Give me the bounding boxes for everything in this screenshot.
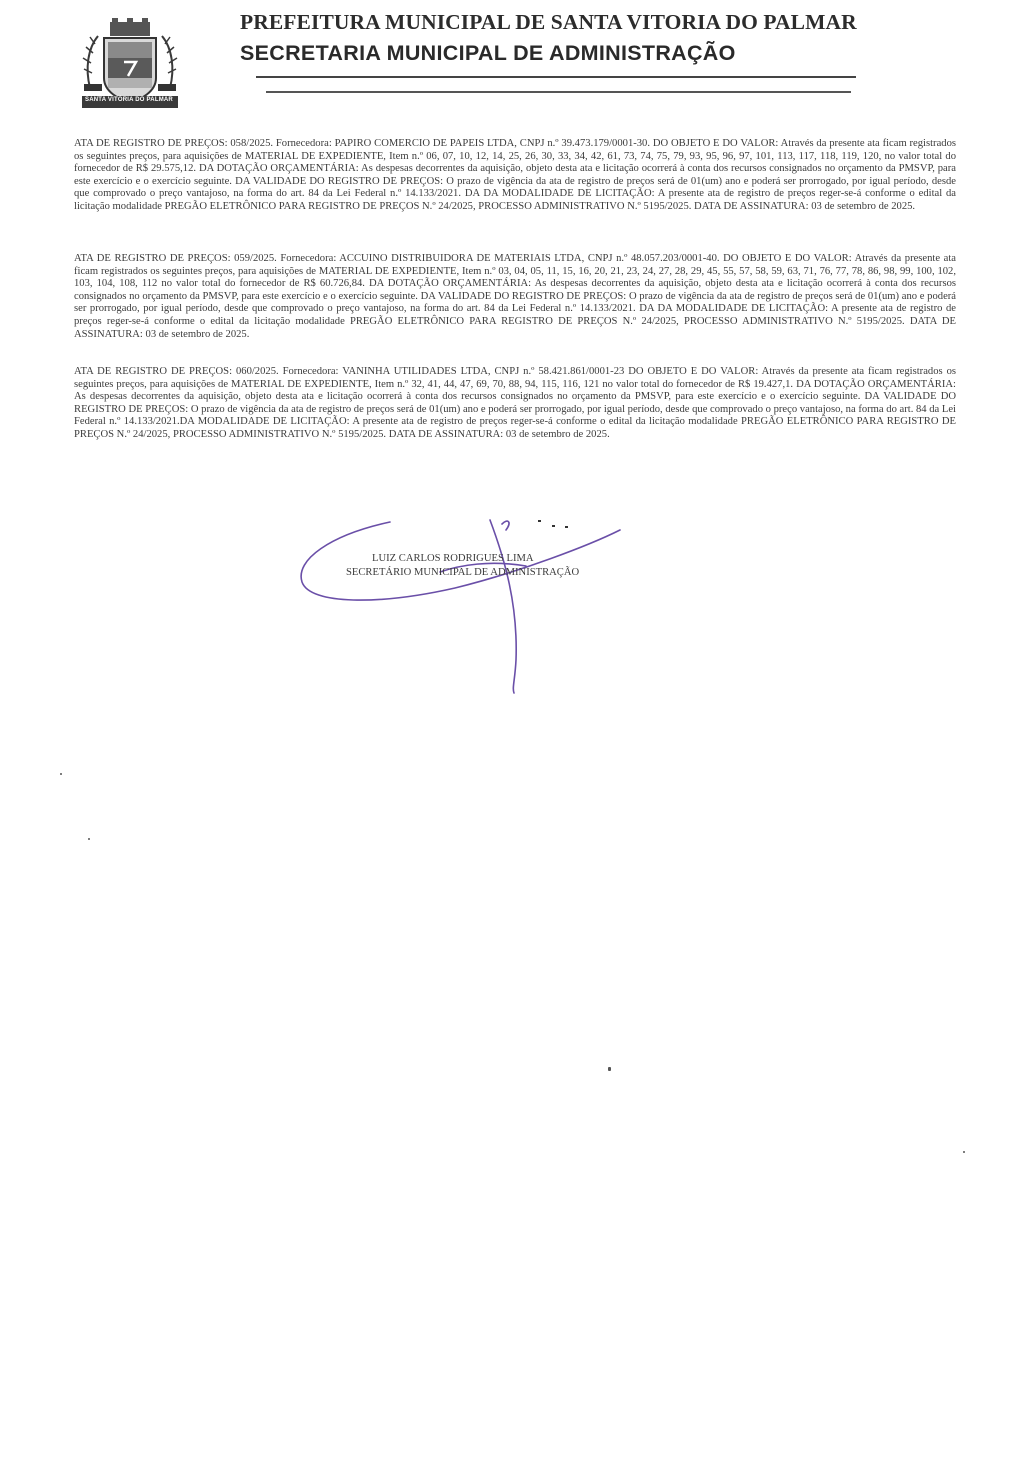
header-rule-top <box>256 76 856 78</box>
ata-059-paragraph: ATA DE REGISTRO DE PREÇOS: 059/2025. Fornecedora: ACCUINO DISTRIBUIDORA DE MATERIAIS LTDA, CNPJ n.º 48.057.203/0001-40. DO OBJETO E DO VALOR: Através da presente ata ficam registrados os seguintes preços, para aquisições de MATERIAL DE EXPEDIENTE, Item n.º 03, 04, 05, 11, 15, 16, 20, 21, 23, 24, 27, 28, 29, 45, 55, 57, 58, 59, 63, 71, 76, 77, 78, 86, 98, 99, 100, 102, 103, 104, 108, 112 no valor total do fornecedor de R$ 60.726,84. DA DOTAÇÃO ORÇAMENTÁRIA: As despesas decorrentes da aquisição, objeto desta ata e licitação ocorrerá à conta dos recursos consignados no orçamento da PMSVP, para este exercício e o exercício seguinte. DA VALIDADE DO REGISTRO DE PREÇOS: O prazo de vigência da ata de registro de preços será de 01(um) ano e poderá ser prorrogado, por igual período, desde que comprovado o preço vantajoso, na forma do art. 84 da Lei Federal n.º 14.133/2021. DA DA MODALIDADE DE LICITAÇÃO: A presente ata de registro de preços reger-se-á conforme o edital da licitação modalidade PREGÃO ELETRÔNICO PARA REGISTRO DE PREÇOS N.º 24/2025, PROCESSO ADMINISTRATIVO N.º 5195/2025. DATA DE ASSINATURA: 03 de setembro de 2025. <box>74 253 956 340</box>
signatory-role: SECRETÁRIO MUNICIPAL DE ADMINISTRAÇÃO <box>346 567 580 578</box>
scan-speck <box>88 838 90 840</box>
scan-speck <box>608 1067 611 1071</box>
handwritten-signature <box>290 510 640 700</box>
ata-060-paragraph: ATA DE REGISTRO DE PREÇOS: 060/2025. Fornecedora: VANINHA UTILIDADES LTDA, CNPJ n.º 58.421.861/0001-23 DO OBJETO E DO VALOR: Através da presente ata ficam registrados os seguintes preços, para aquisições de MATERIAL DE EXPEDIENTE, Item n.º 32, 41, 44, 47, 69, 70, 88, 94, 115, 116, 121 no valor total do fornecedor de R$ 19.427,1. DA DOTAÇÃO ORÇAMENTÁRIA: As despesas decorrentes da aquisição, objeto desta ata e licitação ocorrerá à conta dos recursos consignados no orçamento da PMSVP, para este exercício e o exercício seguinte. DA VALIDADE DO REGISTRO DE PREÇOS: O prazo de vigência da ata de registro de preços será de 01(um) ano e poderá ser prorrogado, por igual período, desde que comprovado o preço vantajoso, na forma do art. 84 da Lei Federal n.º 14.133/2021.DA MODALIDADE DE LICITAÇÃO: A presente ata de registro de preços reger-se-á conforme o edital da licitação modalidade PREGÃO ELETRÔNICO PARA REGISTRO DE PREÇOS N.º 24/2025, PROCESSO ADMINISTRATIVO N.º 5195/2025. DATA DE ASSINATURA: 03 de setembro de 2025. <box>74 366 956 440</box>
header-title: PREFEITURA MUNICIPAL DE SANTA VITORIA DO PALMAR <box>240 10 857 34</box>
signatory-name: LUIZ CARLOS RODRIGUES LIMA <box>372 553 534 564</box>
scan-speck <box>60 773 62 775</box>
header-rule-bottom <box>266 91 851 93</box>
scan-speck <box>963 1151 965 1153</box>
crest-ribbon-text: SANTA VITÓRIA DO PALMAR <box>85 97 173 103</box>
header-subtitle: SECRETARIA MUNICIPAL DE ADMINISTRAÇÃO <box>240 41 736 65</box>
ata-058-paragraph: ATA DE REGISTRO DE PREÇOS: 058/2025. Fornecedora: PAPIRO COMERCIO DE PAPEIS LTDA, CNPJ n.º 39.473.179/0001-30. DO OBJETO E DO VALOR: Através da presente ata ficam registrados os seguintes preços, para aquisições de MATERIAL DE EXPEDIENTE, Item n.º 06, 07, 10, 12, 14, 25, 26, 30, 33, 34, 42, 61, 73, 74, 75, 79, 93, 95, 96, 97, 101, 113, 117, 118, 119, 120, no valor total do fornecedor de R$ 29.575,12. DA DOTAÇÃO ORÇAMENTÁRIA: As despesas decorrentes da aquisição, objeto desta ata e licitação ocorrerá à conta dos recursos consignados no orçamento da PMSVP, para este exercício e o exercício seguinte. DA VALIDADE DO REGISTRO DE PREÇOS: O prazo de vigência da ata de registro de preços será de 01(um) ano e poderá ser prorrogado, por igual período, desde que comprovado o preço vantajoso, na forma do art. 84 da Lei Federal n.º 14.133/2021. DA DA MODALIDADE DE LICITAÇÃO: A presente ata de registro de preços reger-se-á conforme o edital da licitação modalidade PREGÃO ELETRÔNICO PARA REGISTRO DE PREÇOS N.º 24/2025, PROCESSO ADMINISTRATIVO N.º 5195/2025. DATA DE ASSINATURA: 03 de setembro de 2025. <box>74 138 956 212</box>
